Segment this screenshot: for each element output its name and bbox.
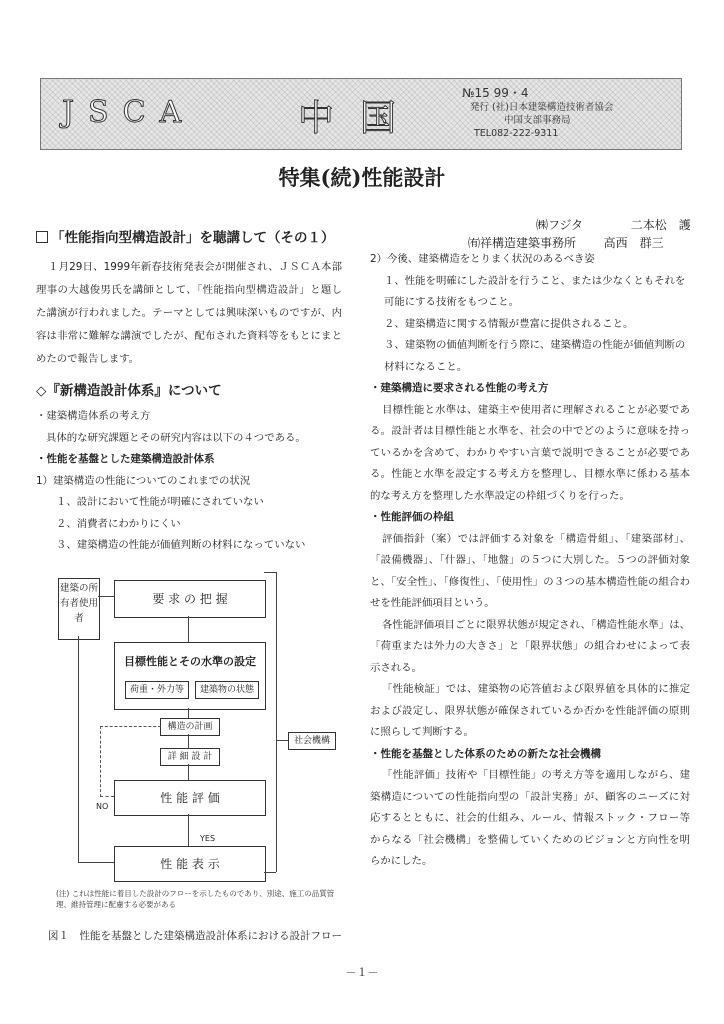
list-item: ３、建築構造の性能が価値判断の材料になっていない — [56, 539, 306, 551]
publisher-line: 発行 (社)日本建築構造技術者協会 — [470, 102, 614, 113]
detail-box: 詳 細 設 計 — [160, 748, 220, 766]
connector-line — [264, 872, 276, 873]
connector-line — [276, 740, 288, 741]
page-number: －１－ — [345, 966, 379, 979]
author-name: 二本松 護 — [630, 218, 691, 232]
target-label: 目標性能とその水準の設定 — [124, 655, 256, 668]
load-box: 荷重・外力等 — [125, 681, 189, 699]
diamond-icon: ◇ — [36, 382, 47, 399]
connector-line — [188, 764, 189, 780]
author-org: ㈲祥構造建築事務所 — [468, 236, 577, 250]
publisher-line: TEL082-222-9311 — [474, 128, 559, 139]
bullet-heading: ・性能を基盤とした建築構造設計体系 — [36, 453, 215, 465]
connector-line — [188, 616, 189, 642]
left-column — [36, 228, 342, 557]
connector-line — [98, 596, 114, 597]
connector-line — [276, 572, 277, 872]
connector-line — [264, 572, 276, 573]
intro-paragraph: １月29日、1999年新春技術発表会が開催され、ＪＳＣＡ本部理事の大越俊男氏を講師として、「性能指向型構造設計」と題した講演が行われました。テーマとしては興味深いものですが、内容は非常に難解な講演でしたが、配布された資料等をもとにまとめたので報告します。 — [36, 260, 342, 365]
plan-box: 構造の計画 — [160, 718, 220, 736]
bullet-heading: ・建築構造に要求される性能の考え方 — [370, 382, 549, 394]
connector-line — [78, 636, 79, 862]
section-heading-text: 『新構造設計体系』について — [46, 382, 222, 399]
paragraph: 「性能評価」技術や「目標性能」の考え方等を適用しながら、建築構造についての性能指向型の「設計実務」が、顧客のニーズに対応するとともに、社会的仕組み、ルール、情報ストック・フロー等からなる「社会機構」を整備していくためのビジョンと方向性を明らかにした。 — [370, 769, 690, 867]
author-name: 高西 群三 — [603, 236, 664, 250]
list-item: ３、建築物の価値判断を行う際に、建築構造の性能が価値判断の材料になること。 — [384, 339, 686, 373]
requirement-box: 要 求 の 把 握 — [114, 580, 266, 618]
yes-label: YES — [200, 834, 216, 843]
section-heading — [36, 381, 342, 403]
brand-title: JSCA — [62, 95, 196, 130]
list-intro: 2）今後、建築構造をとりまく状況のあるべき姿 — [370, 253, 595, 265]
connector-line — [78, 862, 114, 863]
connector-line — [188, 814, 189, 846]
publisher-line: 中国支部事務局 — [504, 115, 571, 126]
list-item: ２、消費者にわかりにくい — [56, 517, 181, 530]
target-box — [114, 642, 266, 710]
bullet-heading: ・性能を基盤とした体系のための新たな社会機構 — [370, 747, 601, 760]
section-heading-text: 「性能指向型構造設計」を聴講して（その１） — [51, 230, 335, 246]
list-item: １、設計において性能が明確にされていない — [56, 496, 264, 508]
building-state-box: 建築物の状態 — [195, 681, 259, 699]
section-heading — [36, 228, 342, 250]
right-column — [370, 249, 690, 873]
evaluation-box: 性 能 評 価 — [114, 780, 266, 816]
figure-caption: 図１ 性能を基盤とした建築構造設計体系における設計フロー — [48, 930, 342, 942]
paragraph: 目標性能と水準は、建築主や使用者に理解されることが必要である。設計者は目標性能と水準を、社会の中でどのように意味を持っているかを含めて、わかりやすい言葉で説明できることが必要である。性能と水準を設定する考え方を整理し、目標水準に係わる基本的な考え方を整理した水準設定の枠組づくりを行った。 — [370, 403, 690, 502]
page-title: 特集(続)性能設計 — [278, 165, 446, 190]
bullet-heading: ・性能評価の枠組 — [370, 511, 454, 523]
connector-line — [188, 708, 189, 718]
region-title: 中国 — [298, 98, 423, 139]
no-label: NO — [96, 802, 109, 811]
paragraph: 評価指針（案）では評価する対象を「構造骨組」、「建築部材」、「設備機器」、「什器」、「地盤」の５つに大別した。５つの評価対象と、「安全性」、「修復性」、「使用性」の３つの基本構造性能の組合わせを性能評価項目という。 — [370, 532, 690, 609]
no-loop-line — [100, 796, 114, 797]
paragraph: 具体的な研究課題とその研究内容は以下の４つである。 — [46, 431, 306, 444]
list-intro: 1）建築構造の性能についてのこれまでの状況 — [36, 474, 251, 487]
author-org: ㈱フジタ — [536, 218, 584, 232]
no-loop-line — [100, 726, 161, 797]
diagram-note: (注) これは性能に着目した設計のフローを示したものであり、別途、施工の品質管理、維持管理に配慮する必要がある — [56, 889, 335, 909]
list-item: １、性能を明確にした設計を行うこと、または少なくともそれを可能にする技術をもつこと。 — [384, 274, 686, 308]
bullet-heading: ・建築構造体系の考え方 — [36, 410, 151, 422]
connector-line — [188, 734, 189, 748]
paragraph: 「性能検証」では、建築物の応答値および限界値を具体的に推定および設定し、限界状態が確保されているか否かを性能評価の原則に照らして判断する。 — [370, 683, 690, 738]
display-box: 性 能 表 示 — [114, 846, 266, 882]
author-row — [536, 216, 691, 233]
square-icon — [36, 231, 48, 243]
design-flow-diagram — [52, 572, 352, 912]
issue-number: №15 99・4 — [462, 86, 529, 100]
publisher-info — [470, 101, 613, 140]
social-box: 社会機構 — [288, 732, 336, 750]
paragraph: 各性能評価項目ごとに限界状態が規定され、「構造性能水準」は、「荷重または外力の大きさ」と「限界状態」の組合わせによって表示される。 — [370, 618, 690, 674]
list-item: ２、建築構造に関する情報が豊富に提供されること。 — [384, 317, 634, 330]
owner-box: 建築の所有者使用者 — [58, 578, 100, 640]
